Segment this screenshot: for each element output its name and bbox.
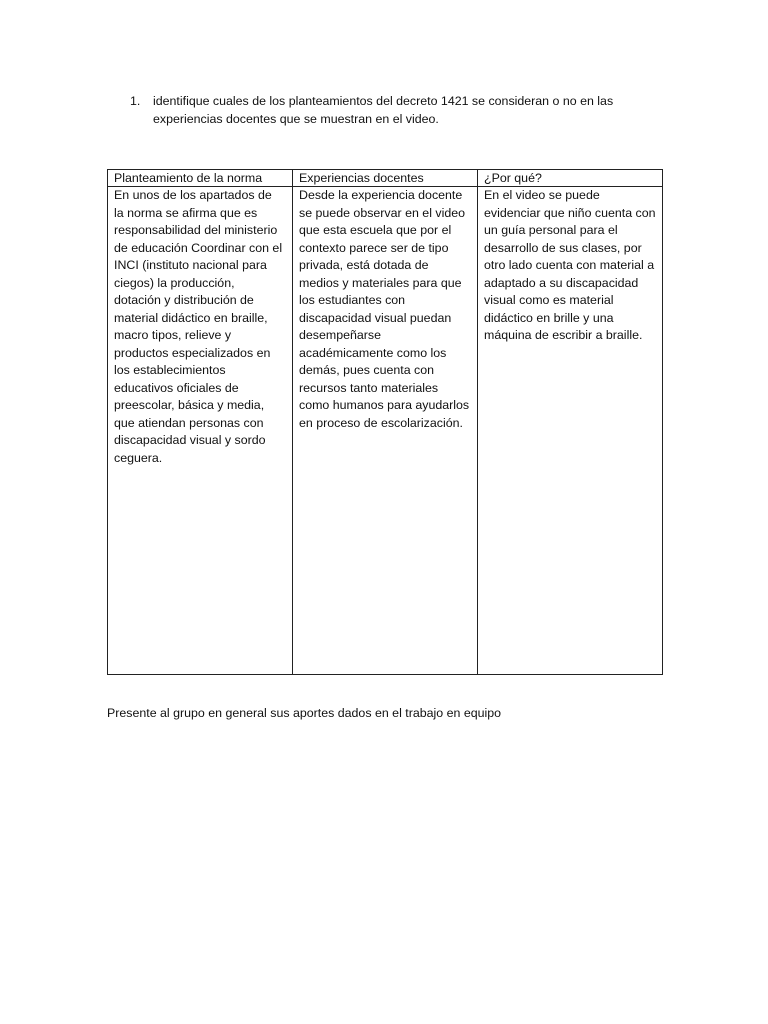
header-experiencias: Experiencias docentes [293, 170, 478, 187]
footer-instruction: Presente al grupo en general sus aportes dados en el trabajo en equipo [107, 706, 502, 720]
question-number: 1. [130, 94, 141, 108]
comparison-table [107, 169, 663, 675]
table-row [108, 187, 663, 675]
question-item [130, 93, 650, 128]
question-text: identifique cuales de los planteamientos del decreto 1421 se consideran o no en las experiencias docentes que se muestran en el video. [153, 94, 614, 126]
cell-por-que: En el video se puede evidenciar que niño cuenta con un guía personal para el desarrollo de sus clases, por otro lado cuenta con material a adaptado a su discapacidad visual como es material didáctico en brille y una máquina de escribir a braille. [478, 187, 663, 675]
header-por-que: ¿Por qué? [478, 170, 663, 187]
cell-experiencias: Desde la experiencia docente se puede observar en el video que esta escuela que por el contexto parece ser de tipo privada, está dotada de medios y materiales para que los estudiantes con discapacidad visual puedan desempeñarse académicamente como los demás, pues cuenta con recursos tanto materiales como humanos para ayudarlos en proceso de escolarización. [293, 187, 478, 675]
header-planteamiento: Planteamiento de la norma [108, 170, 293, 187]
cell-planteamiento: En unos de los apartados de la norma se afirma que es responsabilidad del ministerio de educación Coordinar con el INCI (instituto nacional para ciegos) la producción, dotación y distribución de material didáctico en braille, macro tipos, relieve y productos especializados en los establecimientos educativos oficiales de preescolar, básica y media, que atiendan personas con discapacidad visual y sordo ceguera. [108, 187, 293, 675]
table-header-row [108, 170, 663, 187]
